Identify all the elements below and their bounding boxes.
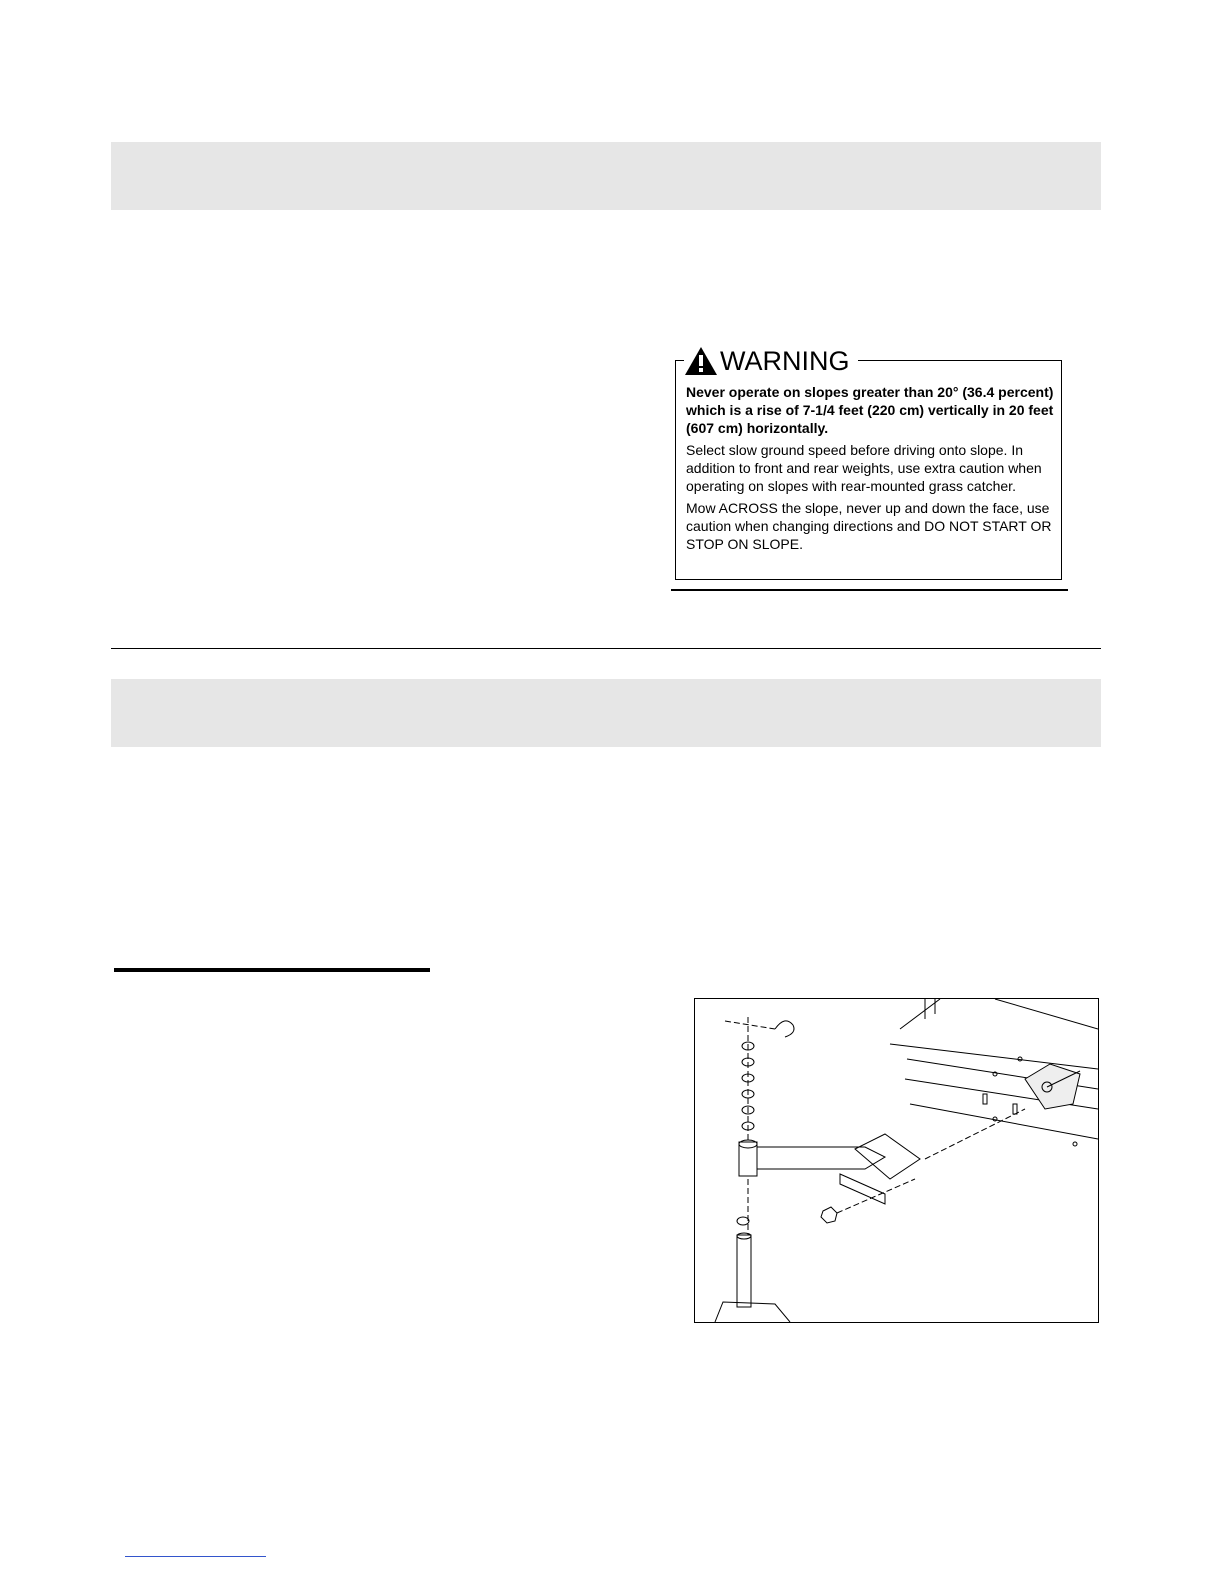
warning-header bbox=[684, 344, 858, 378]
caster-assembly-figure bbox=[694, 998, 1099, 1323]
warning-title: WARNING bbox=[720, 346, 850, 376]
warning-paragraph-2: Mow ACROSS the slope, never up and down the face, use caution when changing directions and DO NOT START OR STOP ON SLOPE. bbox=[686, 500, 1052, 552]
warning-bold-text: Never operate on slopes greater than 20° (36.4 percent) which is a rise of 7-1/4 feet (220 cm) vertically in 20 feet (607 cm) horizontally. bbox=[686, 384, 1054, 436]
subsection-rule bbox=[114, 968, 430, 972]
warning-triangle-icon bbox=[684, 346, 718, 376]
section-header-band bbox=[111, 142, 1101, 210]
footer-link-underline[interactable] bbox=[125, 1556, 266, 1557]
caster-wheel-assembly-diagram-icon bbox=[695, 999, 1098, 1322]
warning-underline bbox=[671, 589, 1068, 591]
section-header-band-2 bbox=[111, 679, 1101, 747]
warning-paragraph-1: Select slow ground speed before driving onto slope. In addition to front and rear weights, use extra caution when operating on slopes with rear-mounted grass catcher. bbox=[686, 442, 1042, 494]
section-divider bbox=[111, 648, 1101, 649]
warning-body bbox=[686, 383, 1056, 557]
